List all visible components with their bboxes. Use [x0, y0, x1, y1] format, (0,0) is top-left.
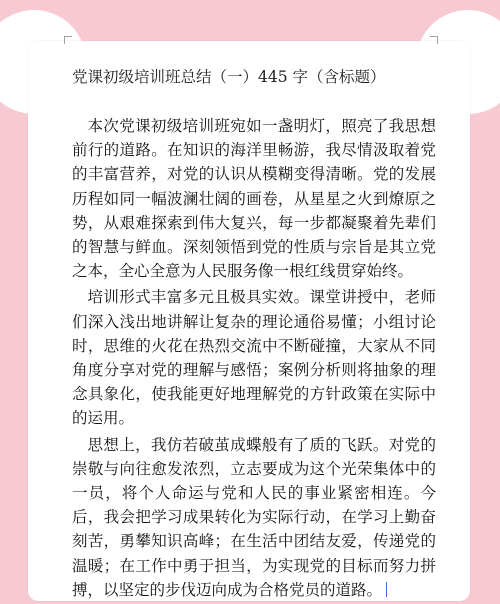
- document-body[interactable]: [72, 114, 436, 604]
- paragraph-3-text: 思想上，我仿若破茧成蝶般有了质的飞跃。对党的崇敬与向往愈发浓烈，立志要成为这个光荣集体中的一员，将个人命运与党和人民的事业紧密相连。今后，我会把学习成果转化为实际行动，在学习上勤奋刻苦，勇攀知识高峰；在生活中团结友爱，传递党的温暖；在工作中勇于担当，为实现党的目标而努力拼搏，以坚定的步伐迈向成为合格党员的道路。: [72, 435, 436, 599]
- document-title: 党课初级培训班总结（一）445 字（含标题）: [72, 68, 386, 86]
- page-corner-mark-left: [64, 36, 72, 44]
- paragraph-1: 本次党课初级培训班宛如一盏明灯，照亮了我思想前行的道路。在知识的海洋里畅游，我尽情汲取着党的丰富营养，对党的认识从模糊变得清晰。党的发展历程如同一幅波澜壮阔的画卷，从星星之火到燎原之势，从艰难探索到伟大复兴，每一步都凝聚着先辈们的智慧与鲜血。深刻领悟到党的性质与宗旨是其立党之本，全心全意为人民服务像一根红线贯穿始终。: [72, 117, 436, 281]
- paragraph-2: 培训形式丰富多元且极具实效。课堂讲授中，老师们深入浅出地讲解让复杂的理论通俗易懂；小组讨论时，思维的火花在热烈交流中不断碰撞，大家从不同角度分享对党的理解与感悟；案例分析则将抽象的理念具象化，使我能更好地理解党的方针政策在实际中的运用。: [72, 288, 436, 428]
- page-corner-mark-right: [430, 36, 438, 44]
- text-cursor: [386, 582, 387, 597]
- paragraph-3: [72, 433, 436, 602]
